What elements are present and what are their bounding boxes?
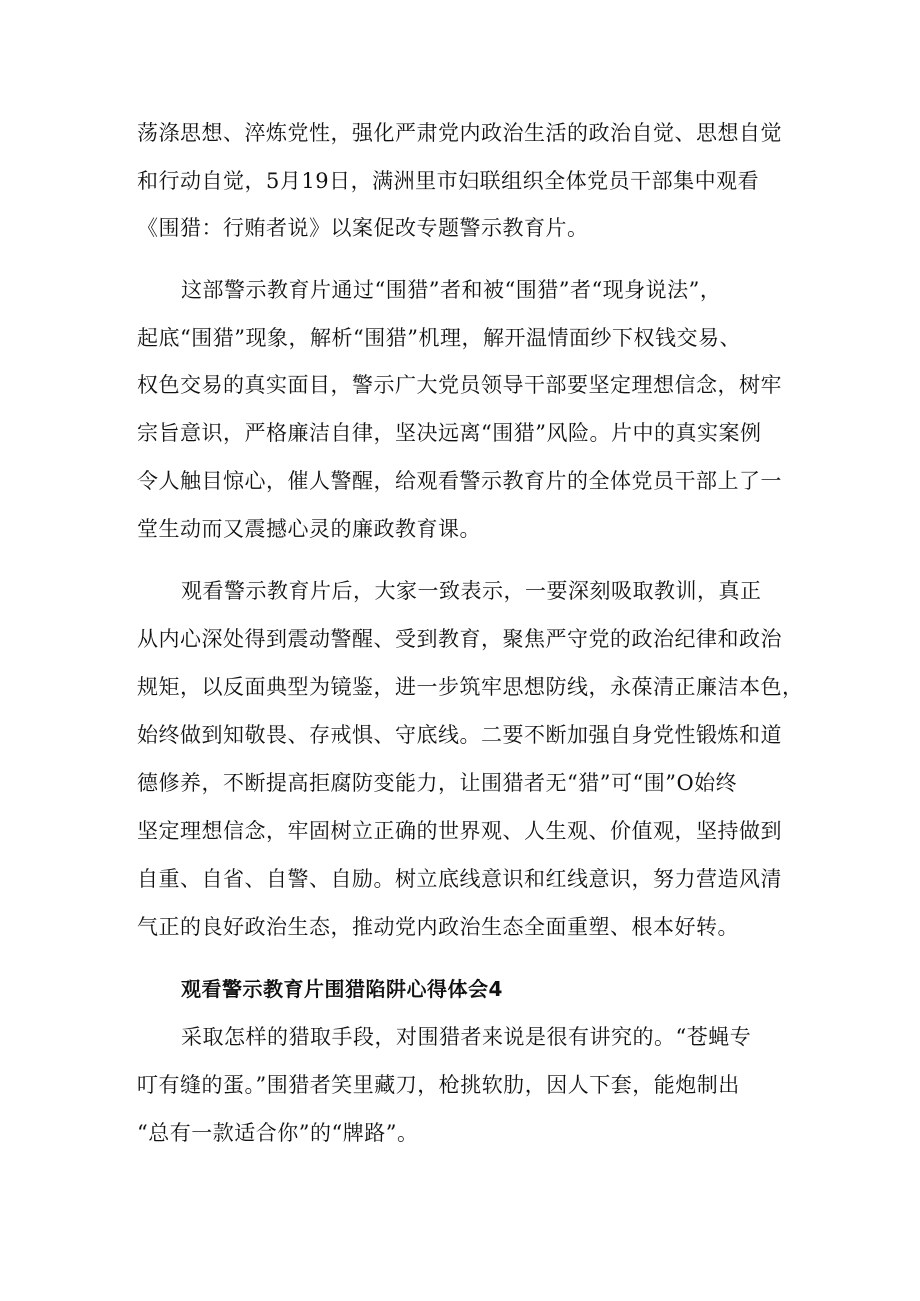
paragraph-3-line-8: 气正的良好政治生态，推动党内政治生态全面重塑、根本好转。 — [137, 915, 739, 939]
section-heading: 观看警示教育片围猎陷阱心得体会4 — [181, 977, 503, 1001]
paragraph-3-line-5: 德修养，不断提高拒腐防变能力，让围猎者无“猎”可“围”O始终 — [137, 771, 738, 795]
paragraph-4-line-2: 叮有缝的蛋。”围猎者笑里藏刀，枪挑软肋，因人下套，能炮制出 — [137, 1073, 740, 1097]
paragraph-2-line-4: 宗旨意识，严格廉洁自律，坚决远离“围猎”风险。片中的真实案例 — [137, 421, 762, 445]
paragraph-1-line-1: 荡涤思想、淬炼党性，强化严肃党内政治生活的政治自觉、思想自觉 — [137, 121, 782, 145]
paragraph-2-line-1: 这部警示教育片通过“围猎”者和被“围猎”者“现身说法”， — [181, 278, 722, 302]
paragraph-4-line-1: 采取怎样的猎取手段，对围猎者来说是很有讲究的。“苍蝇专 — [181, 1025, 752, 1049]
paragraph-2-line-5: 令人触目惊心，催人警醒，给观看警示教育片的全体党员干部上了一 — [137, 469, 782, 493]
paragraph-3-line-6: 坚定理想信念，牢固树立正确的世界观、人生观、价值观，坚持做到 — [137, 819, 782, 843]
paragraph-3-line-7: 自重、自省、自警、自励。树立底线意识和红线意识，努力营造风清 — [137, 867, 782, 891]
paragraph-1-line-3: 《围猎：行贿者说》以案促改专题警示教育片。 — [137, 216, 589, 240]
paragraph-1-line-2: 和行动自觉，5月19日，满洲里市妇联组织全体党员干部集中观看 — [137, 169, 760, 193]
paragraph-4-line-3: “总有一款适合你”的“牌路”。 — [137, 1121, 419, 1145]
paragraph-3-line-1: 观看警示教育片后，大家一致表示，一要深刻吸取教训，真正 — [181, 579, 762, 603]
paragraph-2-line-2: 起底“围猎”现象，解析“围猎”机理，解开温情面纱下权钱交易、 — [137, 326, 741, 350]
paragraph-3-line-2: 从内心深处得到震动警醒、受到教育，聚焦严守党的政治纪律和政治 — [137, 627, 782, 651]
paragraph-2-line-6: 堂生动而又震撼心灵的廉政教育课。 — [137, 517, 481, 541]
paragraph-3-line-4: 始终做到知敬畏、存戒惧、守底线。二要不断加强自身党性锻炼和道 — [137, 723, 782, 747]
paragraph-2-line-3: 权色交易的真实面目，警示广大党员领导干部要坚定理想信念，树牢 — [137, 373, 782, 397]
paragraph-3-line-3: 规矩，以反面典型为镜鉴，进一步筑牢思想防线，永葆清正廉洁本色， — [137, 675, 804, 699]
